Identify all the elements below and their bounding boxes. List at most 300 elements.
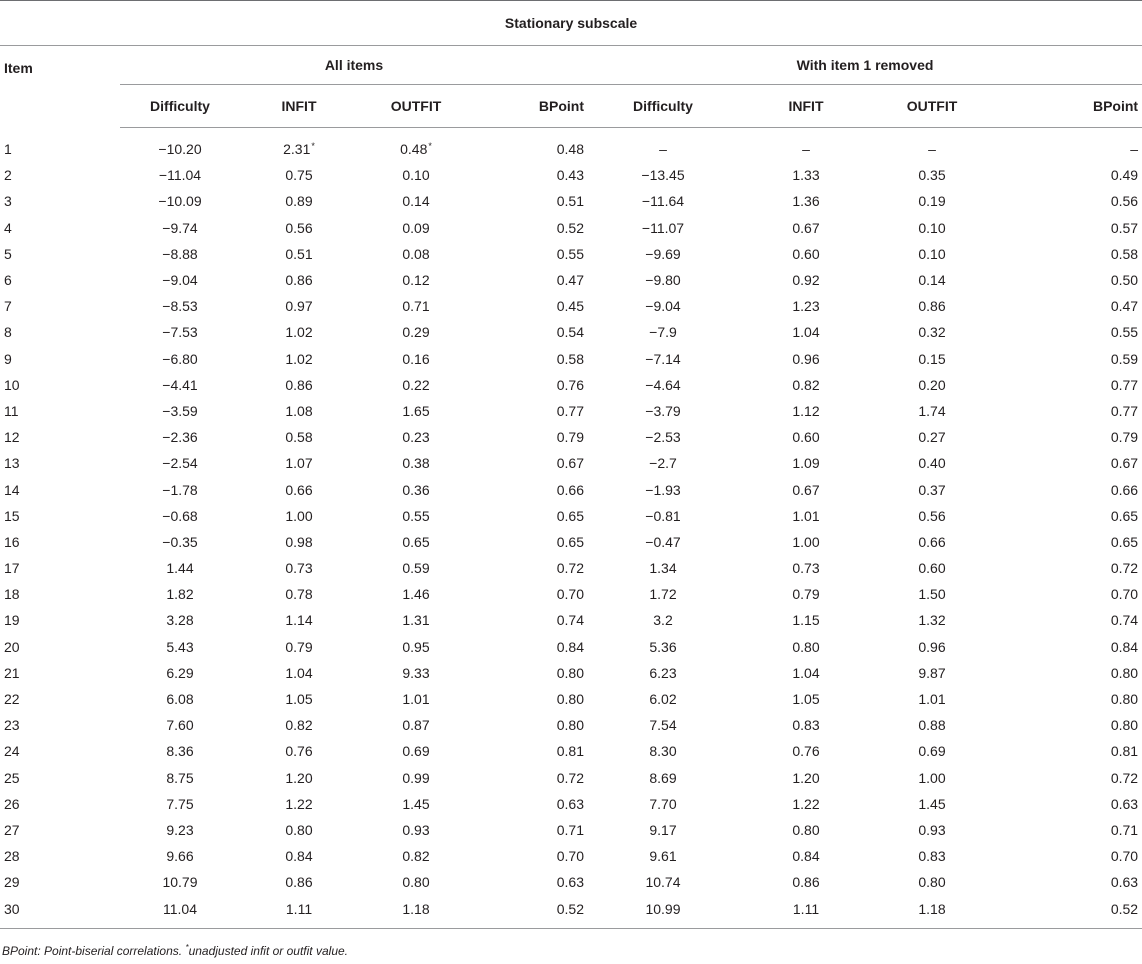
- removed-outfit-cell: 1.32: [918, 612, 946, 629]
- removed-difficulty-cell: −0.81: [645, 507, 681, 524]
- item-number: 13: [4, 455, 20, 472]
- all-infit-cell: [240, 895, 358, 928]
- removed-bpoint-cell: 0.80: [1110, 691, 1139, 708]
- removed-difficulty-cell: 9.17: [649, 821, 677, 838]
- all-infit-cell: [240, 476, 358, 502]
- cell-value: 0.86: [285, 272, 313, 289]
- all-outfit-cell: [358, 215, 474, 241]
- removed-infit-cell: 1.33: [792, 167, 820, 184]
- all-outfit-cell: [358, 607, 474, 633]
- removed-bpoint-cell: 0.59: [1110, 350, 1139, 367]
- all-infit-cell: [240, 712, 358, 738]
- removed-infit-cell: 1.04: [792, 324, 820, 341]
- all-infit-cell: [240, 607, 358, 633]
- table-row: [0, 450, 1142, 476]
- removed-difficulty-cell: −13.45: [641, 167, 685, 184]
- cell-value: 0.70: [556, 848, 584, 865]
- removed-outfit-cell: 1.45: [918, 795, 946, 812]
- removed-bpoint-cell: 0.79: [1110, 429, 1139, 446]
- removed-outfit-cell: 0.19: [918, 193, 946, 210]
- all-infit-cell: [240, 215, 358, 241]
- table-row: [0, 529, 1142, 555]
- all-difficulty-cell: [120, 660, 240, 686]
- all-difficulty-cell: [120, 895, 240, 928]
- cell-value: 1.00: [285, 507, 313, 524]
- removed-difficulty-cell: −9.04: [645, 298, 681, 315]
- cell-value: 1.45: [402, 795, 430, 812]
- all-infit-cell: [240, 267, 358, 293]
- removed-bpoint-cell: 0.70: [1110, 586, 1139, 603]
- all-outfit-cell: [358, 267, 474, 293]
- removed-difficulty-cell: −11.64: [641, 193, 685, 210]
- cell-value: 9.23: [166, 821, 194, 838]
- cell-value: −11.04: [158, 167, 202, 184]
- group-item1-removed-header: With item 1 removed: [588, 46, 1142, 85]
- table-row: [0, 686, 1142, 712]
- all-outfit-cell: [358, 241, 474, 267]
- cell-value: 0.51: [556, 193, 584, 210]
- cell-value: 0.72: [556, 769, 584, 786]
- cell-value: −7.53: [162, 324, 198, 341]
- all-infit-cell: [240, 450, 358, 476]
- all-bpoint-cell: [474, 267, 588, 293]
- item-number: 4: [4, 219, 12, 236]
- item-number: 1: [4, 140, 12, 157]
- all-outfit-cell: [358, 634, 474, 660]
- table-row: [0, 555, 1142, 581]
- cell-value: 0.86: [285, 874, 313, 891]
- cell-value: 0.48: [556, 141, 584, 158]
- cell-value: 0.66: [556, 481, 584, 498]
- removed-outfit-cell: 0.15: [918, 350, 946, 367]
- all-bpoint-cell: [474, 241, 588, 267]
- all-outfit-cell: [358, 895, 474, 928]
- cell-value: −10.09: [158, 193, 202, 210]
- all-infit-cell: [240, 188, 358, 214]
- cell-value: 0.82: [285, 717, 313, 734]
- all-difficulty-cell: [120, 869, 240, 895]
- removed-bpoint-cell: 0.47: [1110, 298, 1139, 315]
- all-bpoint-cell: [474, 346, 588, 372]
- cell-value: 8.75: [166, 769, 194, 786]
- all-bpoint-cell: [474, 372, 588, 398]
- item-number: 30: [0, 895, 120, 928]
- cell-value: 0.29: [402, 324, 430, 341]
- cell-value: 0.86: [285, 376, 313, 393]
- removed-infit-cell: 0.80: [792, 821, 820, 838]
- cell-value: 1.14: [285, 612, 313, 629]
- table-title: Stationary subscale: [0, 1, 1142, 46]
- cell-value: 0.66: [285, 481, 313, 498]
- col-outfit-removed: OUTFIT: [874, 85, 990, 128]
- removed-bpoint-cell: –: [1130, 141, 1139, 158]
- removed-difficulty-cell: −2.53: [645, 429, 681, 446]
- removed-bpoint-cell: 0.77: [1110, 402, 1139, 419]
- removed-bpoint-cell: 0.72: [1110, 769, 1139, 786]
- cell-value: 10.79: [162, 874, 198, 891]
- col-infit-removed: INFIT: [738, 85, 874, 128]
- removed-difficulty-cell: 8.30: [649, 743, 677, 760]
- all-infit-cell: [240, 424, 358, 450]
- removed-difficulty-cell: 10.74: [645, 874, 681, 891]
- cell-value: 0.70: [556, 586, 584, 603]
- table-row: [0, 398, 1142, 424]
- removed-bpoint-cell: 0.67: [1110, 455, 1139, 472]
- all-infit-cell: [240, 817, 358, 843]
- removed-difficulty-cell: −9.69: [645, 245, 681, 262]
- removed-bpoint-cell: 0.57: [1110, 219, 1139, 236]
- table-row: [0, 712, 1142, 738]
- cell-value: 0.84: [285, 848, 313, 865]
- removed-difficulty-cell: −9.80: [645, 272, 681, 289]
- removed-infit-cell: –: [802, 141, 810, 158]
- item-number: 5: [4, 245, 12, 262]
- col-bpoint-all: BPoint: [474, 85, 588, 128]
- removed-bpoint-cell: 0.65: [1110, 507, 1139, 524]
- cell-value: 1.20: [285, 769, 313, 786]
- cell-value: 0.84: [556, 638, 584, 655]
- col-bpoint-removed: BPoint: [990, 85, 1142, 128]
- removed-difficulty-cell: −11.07: [641, 219, 685, 236]
- cell-value: 1.22: [285, 795, 313, 812]
- cell-value: 0.48: [400, 141, 428, 158]
- cell-value: 0.09: [402, 219, 430, 236]
- item-number: 3: [4, 193, 12, 210]
- removed-difficulty-cell: −7.14: [645, 350, 681, 367]
- all-bpoint-cell: [474, 738, 588, 764]
- removed-difficulty-cell: −2.7: [649, 455, 677, 472]
- col-outfit-all: OUTFIT: [358, 85, 474, 128]
- all-difficulty-cell: [120, 607, 240, 633]
- removed-outfit-cell: 0.14: [918, 272, 946, 289]
- removed-bpoint-cell: 0.63: [1110, 874, 1139, 891]
- all-bpoint-cell: [474, 128, 588, 163]
- all-infit-cell: [240, 346, 358, 372]
- removed-difficulty-cell: −7.9: [649, 324, 677, 341]
- cell-value: 0.79: [285, 638, 313, 655]
- removed-infit-cell: 1.01: [792, 507, 820, 524]
- removed-difficulty-cell: 5.36: [649, 638, 677, 655]
- removed-bpoint-cell: 0.65: [1110, 533, 1139, 550]
- item-number: 7: [4, 298, 12, 315]
- all-bpoint-cell: [474, 843, 588, 869]
- footnote-marker: *: [185, 943, 189, 952]
- cell-value: 0.65: [402, 533, 430, 550]
- removed-difficulty-cell: −1.93: [645, 481, 681, 498]
- removed-infit-cell: 0.67: [792, 219, 820, 236]
- all-difficulty-cell: [120, 188, 240, 214]
- removed-infit-cell: 1.11: [738, 895, 874, 928]
- cell-value: −0.68: [162, 507, 198, 524]
- all-bpoint-cell: [474, 869, 588, 895]
- removed-outfit-cell: 0.10: [918, 219, 946, 236]
- removed-infit-cell: 0.79: [792, 586, 820, 603]
- item-number: 17: [4, 560, 20, 577]
- table-footnote: [2, 943, 348, 958]
- cell-value: 8.36: [166, 743, 194, 760]
- removed-difficulty-cell: 7.70: [649, 795, 677, 812]
- all-infit-cell: [240, 128, 358, 163]
- removed-bpoint-cell: 0.71: [1110, 821, 1139, 838]
- table-row: [0, 162, 1142, 188]
- cell-value: 0.14: [402, 193, 430, 210]
- table-row: [0, 843, 1142, 869]
- cell-value: 0.23: [402, 429, 430, 446]
- all-bpoint-cell: [474, 686, 588, 712]
- table-row: [0, 188, 1142, 214]
- cell-value: 1.11: [285, 900, 313, 917]
- cell-value: 0.63: [556, 874, 584, 891]
- removed-infit-cell: 0.67: [792, 481, 820, 498]
- all-difficulty-cell: [120, 817, 240, 843]
- removed-outfit-cell: 0.66: [918, 533, 946, 550]
- cell-value: 1.46: [402, 586, 430, 603]
- removed-outfit-cell: 0.56: [918, 507, 946, 524]
- removed-infit-cell: 0.73: [792, 560, 820, 577]
- all-outfit-cell: [358, 503, 474, 529]
- table-row: [0, 581, 1142, 607]
- cell-value: 0.65: [556, 533, 584, 550]
- table-row: [0, 817, 1142, 843]
- all-difficulty-cell: [120, 765, 240, 791]
- removed-infit-cell: 0.83: [792, 717, 820, 734]
- cell-value: −9.74: [162, 219, 198, 236]
- removed-bpoint-cell: 0.63: [1110, 795, 1139, 812]
- cell-value: 0.81: [556, 743, 584, 760]
- removed-difficulty-cell: 6.23: [649, 664, 677, 681]
- item-number: 27: [4, 821, 20, 838]
- all-bpoint-cell: [474, 712, 588, 738]
- cell-value: 0.98: [285, 533, 313, 550]
- removed-difficulty-cell: −3.79: [645, 402, 681, 419]
- all-infit-cell: [240, 634, 358, 660]
- cell-value: 0.80: [285, 821, 313, 838]
- removed-bpoint-cell: 0.66: [1110, 481, 1139, 498]
- all-infit-cell: [240, 398, 358, 424]
- table-row: [0, 267, 1142, 293]
- cell-value: 0.79: [556, 429, 584, 446]
- table-body: [0, 128, 1142, 929]
- removed-bpoint-cell: 0.58: [1110, 245, 1139, 262]
- all-infit-cell: [240, 372, 358, 398]
- cell-value: 0.45: [556, 298, 584, 315]
- cell-value: −8.88: [162, 245, 198, 262]
- all-difficulty-cell: [120, 293, 240, 319]
- cell-value: 0.12: [402, 272, 430, 289]
- removed-outfit-cell: 0.27: [918, 429, 946, 446]
- item-number: 15: [4, 507, 20, 524]
- removed-bpoint-cell: 0.84: [1110, 638, 1139, 655]
- removed-outfit-cell: 0.88: [918, 717, 946, 734]
- cell-value: 1.04: [285, 664, 313, 681]
- all-outfit-cell: [358, 476, 474, 502]
- cell-value: −1.78: [162, 481, 198, 498]
- all-bpoint-cell: [474, 424, 588, 450]
- table-row: [0, 869, 1142, 895]
- removed-bpoint-cell: 0.56: [1110, 193, 1139, 210]
- table-row: [0, 319, 1142, 345]
- all-outfit-cell: [358, 450, 474, 476]
- cell-value: 0.67: [556, 455, 584, 472]
- all-outfit-cell: [358, 660, 474, 686]
- item-number: 8: [4, 324, 12, 341]
- item-number: 29: [4, 874, 20, 891]
- removed-outfit-cell: 0.37: [918, 481, 946, 498]
- removed-outfit-cell: 0.93: [918, 821, 946, 838]
- all-difficulty-cell: [120, 346, 240, 372]
- col-infit-all: INFIT: [240, 85, 358, 128]
- all-difficulty-cell: [120, 503, 240, 529]
- cell-value: 0.55: [556, 245, 584, 262]
- all-infit-cell: [240, 162, 358, 188]
- all-bpoint-cell: [474, 476, 588, 502]
- all-bpoint-cell: [474, 817, 588, 843]
- table-row: [0, 346, 1142, 372]
- cell-value: 0.38: [402, 455, 430, 472]
- cell-value: 0.73: [285, 560, 313, 577]
- cell-value: 0.65: [556, 507, 584, 524]
- all-bpoint-cell: [474, 660, 588, 686]
- item-number: 12: [4, 429, 20, 446]
- removed-bpoint-cell: 0.70: [1110, 848, 1139, 865]
- all-outfit-cell: [358, 372, 474, 398]
- all-outfit-cell: [358, 293, 474, 319]
- removed-bpoint-cell: 0.80: [1110, 664, 1139, 681]
- removed-outfit-cell: 0.80: [918, 874, 946, 891]
- all-infit-cell: [240, 319, 358, 345]
- removed-bpoint-cell: 0.72: [1110, 560, 1139, 577]
- removed-infit-cell: 0.92: [792, 272, 820, 289]
- cell-value: 0.87: [402, 717, 430, 734]
- table-row: [0, 293, 1142, 319]
- all-outfit-cell: [358, 712, 474, 738]
- all-bpoint-cell: [474, 162, 588, 188]
- cell-value: 0.72: [556, 560, 584, 577]
- item-number: 23: [4, 717, 20, 734]
- cell-value: 1.08: [285, 402, 313, 419]
- cell-value: 0.22: [402, 376, 430, 393]
- table-title-row: [0, 1, 1142, 46]
- removed-outfit-cell: 9.87: [918, 664, 946, 681]
- cell-value: 0.78: [285, 586, 313, 603]
- removed-infit-cell: 1.00: [792, 533, 820, 550]
- removed-difficulty-cell: 9.61: [649, 848, 677, 865]
- all-outfit-cell: [358, 843, 474, 869]
- removed-difficulty-cell: −4.64: [645, 376, 681, 393]
- all-outfit-cell: [358, 765, 474, 791]
- removed-outfit-cell: 0.86: [918, 298, 946, 315]
- removed-infit-cell: 0.86: [792, 874, 820, 891]
- removed-infit-cell: 0.60: [792, 429, 820, 446]
- all-outfit-cell: [358, 686, 474, 712]
- cell-value: −3.59: [162, 402, 198, 419]
- all-bpoint-cell: [474, 634, 588, 660]
- removed-outfit-cell: 1.74: [918, 402, 946, 419]
- all-difficulty-cell: [120, 555, 240, 581]
- removed-difficulty-cell: 6.02: [649, 691, 677, 708]
- cell-value: 0.36: [402, 481, 430, 498]
- cell-value: −9.04: [162, 272, 198, 289]
- item-number: 6: [4, 272, 12, 289]
- table-row: [0, 634, 1142, 660]
- item-number: 14: [4, 481, 20, 498]
- all-difficulty-cell: [120, 215, 240, 241]
- all-difficulty-cell: [120, 319, 240, 345]
- footnote-text: unadjusted infit or outfit value.: [188, 944, 348, 958]
- removed-outfit-cell: 1.00: [918, 769, 946, 786]
- removed-infit-cell: 0.80: [792, 638, 820, 655]
- all-outfit-cell: [358, 398, 474, 424]
- group-all-items-header: All items: [120, 46, 588, 85]
- table-row: [0, 660, 1142, 686]
- removed-infit-cell: 1.09: [792, 455, 820, 472]
- item-number: 16: [4, 533, 20, 550]
- removed-outfit-cell: –: [928, 141, 936, 158]
- all-difficulty-cell: [120, 128, 240, 163]
- all-bpoint-cell: [474, 895, 588, 928]
- all-outfit-cell: [358, 319, 474, 345]
- item-number: 21: [4, 664, 20, 681]
- item-number: 28: [4, 848, 20, 865]
- removed-infit-cell: 1.20: [792, 769, 820, 786]
- cell-value: 0.80: [402, 874, 430, 891]
- cell-value: 1.07: [285, 455, 313, 472]
- cell-value: 0.80: [556, 664, 584, 681]
- all-infit-cell: [240, 555, 358, 581]
- removed-infit-cell: 0.96: [792, 350, 820, 367]
- item-number: 24: [4, 743, 20, 760]
- all-outfit-cell: [358, 162, 474, 188]
- all-infit-cell: [240, 791, 358, 817]
- all-infit-cell: [240, 293, 358, 319]
- all-infit-cell: [240, 581, 358, 607]
- cell-value: 1.05: [285, 691, 313, 708]
- cell-value: 0.80: [556, 717, 584, 734]
- col-difficulty-removed: Difficulty: [588, 85, 738, 128]
- all-outfit-cell: [358, 424, 474, 450]
- all-difficulty-cell: [120, 267, 240, 293]
- all-outfit-cell: [358, 791, 474, 817]
- cell-value: 0.82: [402, 848, 430, 865]
- table-row: [0, 791, 1142, 817]
- removed-infit-cell: 1.12: [792, 402, 820, 419]
- removed-difficulty-cell: 3.2: [653, 612, 673, 629]
- cell-value: 1.82: [166, 586, 194, 603]
- removed-outfit-cell: 0.60: [918, 560, 946, 577]
- removed-infit-cell: 1.15: [792, 612, 820, 629]
- cell-value: −6.80: [162, 350, 198, 367]
- cell-value: 0.69: [402, 743, 430, 760]
- cell-value: 7.60: [166, 717, 194, 734]
- cell-value: −0.35: [162, 533, 198, 550]
- item-number: 10: [4, 376, 20, 393]
- all-bpoint-cell: [474, 215, 588, 241]
- all-difficulty-cell: [120, 398, 240, 424]
- cell-value: 3.28: [166, 612, 194, 629]
- cell-value: 0.93: [402, 821, 430, 838]
- removed-difficulty-cell: 8.69: [649, 769, 677, 786]
- item-number: 20: [4, 638, 20, 655]
- removed-infit-cell: 0.82: [792, 376, 820, 393]
- all-difficulty-cell: [120, 241, 240, 267]
- group-header-row: [0, 46, 1142, 85]
- table-row: [0, 372, 1142, 398]
- cell-value: 0.47: [556, 272, 584, 289]
- removed-difficulty-cell: −0.47: [645, 533, 681, 550]
- item-number: 25: [4, 769, 20, 786]
- all-bpoint-cell: [474, 607, 588, 633]
- all-infit-cell: [240, 503, 358, 529]
